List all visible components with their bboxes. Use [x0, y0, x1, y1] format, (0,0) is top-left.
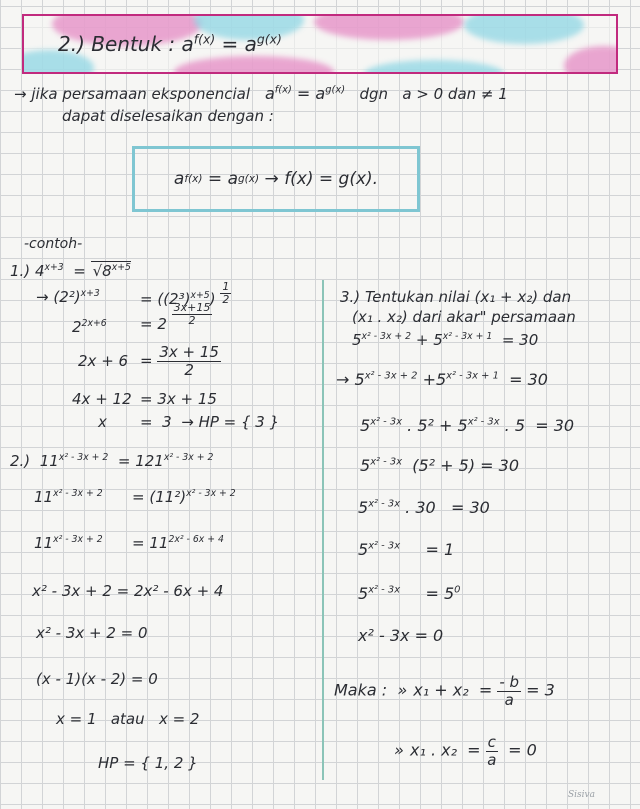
pink-highlight-blob: [314, 14, 464, 40]
exponent-f: f(x): [193, 31, 216, 47]
colon: :: [168, 32, 176, 56]
bullet-arrow-icon: »: [397, 680, 409, 700]
watermark: Sisiva: [568, 790, 595, 800]
rhs: = 30: [450, 498, 490, 517]
base: 5: [433, 331, 443, 349]
factor: 5²: [417, 416, 434, 435]
ex3-line-1: [336, 370, 548, 389]
lhs: (2²): [53, 288, 81, 306]
hp-result: HP = { 3 }: [198, 413, 280, 431]
exp: x² - 3x + 2: [163, 452, 214, 463]
num: - b: [499, 673, 520, 691]
column-divider: [322, 280, 324, 780]
pink-highlight-blob: [174, 56, 334, 74]
pink-highlight-blob: [564, 46, 618, 74]
base: 5: [358, 540, 369, 559]
ex1-line-5-rhs: = 3x + 15: [140, 390, 217, 408]
sum-fraction: [497, 674, 521, 708]
factor: . 30: [405, 498, 436, 517]
ex1-line-3: [72, 318, 107, 336]
exp: x+3: [80, 288, 100, 299]
base: 5: [435, 370, 447, 389]
exp: x² - 3x + 2: [58, 452, 109, 463]
num: c: [487, 733, 496, 751]
paren: ): [209, 290, 216, 309]
dgn-text: dgn: [359, 85, 388, 103]
implies-arrow-icon: →: [264, 169, 279, 189]
ex3-line-5: [358, 540, 454, 559]
intro-line-1: [14, 84, 508, 103]
ex3-line-4: [358, 498, 490, 517]
rhs: = 1: [425, 540, 455, 559]
exp: x² - 3x + 1: [446, 370, 499, 382]
exp: x² - 3x: [368, 584, 401, 596]
exp: x² - 3x: [368, 498, 401, 510]
ex2-line-3: [34, 534, 103, 552]
sum-value: = 3: [526, 680, 555, 700]
base: a: [264, 84, 275, 103]
exp: 2x² - 6x + 4: [168, 534, 224, 545]
ex3-line-2: $5^{x^2 - 3x}$ . $5^2 + 5^{x^2 - 3x}$ . 5 = 30: [360, 416, 575, 435]
base: (11²): [149, 488, 187, 506]
product-fraction: [486, 734, 498, 768]
ex-number: 2.): [10, 452, 31, 470]
ex2-line-4: x² - 3x + 2 = 2x² - 6x + 4: [32, 582, 224, 600]
arrow-bullet-icon: →: [14, 85, 27, 103]
ex3-line-6: [358, 584, 460, 603]
ex1-line-6: x: [98, 413, 107, 431]
exp: x² - 3x + 2: [53, 488, 103, 499]
atau: atau: [110, 710, 145, 728]
question: Tentukan nilai (x₁ + x₂) dan: [364, 288, 572, 306]
rhs: = 5: [425, 584, 455, 603]
title-box: [22, 14, 618, 74]
factor: 5: [514, 416, 526, 435]
intro-line-2: dapat diselesaikan dengan :: [62, 107, 274, 125]
base: 2: [72, 318, 82, 336]
section-word: Bentuk: [91, 32, 163, 56]
exp: x² - 3x + 1: [442, 331, 493, 342]
rhs: 3: [162, 413, 172, 431]
num: 1: [222, 280, 230, 293]
sqrt-group: $√8^{x+5}$: [92, 262, 131, 280]
ex2-line-1: 2.) $11^{x^2 - 3x + 2} = 121^{x^2 - 3x + 2}$: [10, 452, 214, 470]
formula: $a^{f(x)} = a^{g(x)}$: [264, 84, 346, 103]
exp: x² - 3x: [368, 540, 401, 552]
ex2-line-3-rhs: = $11^{2x^2 - 6x + 4}$: [132, 534, 224, 552]
ex3-maka-sum: Maka : » x₁ + x₂ = $\frac{- b}{a}$ = 3: [334, 673, 555, 709]
rhs: = 30: [501, 331, 539, 349]
ex-number: 3.): [340, 288, 361, 306]
blue-highlight-blob: [464, 14, 584, 44]
product-label: x₁ . x₂: [409, 740, 457, 760]
exp: x² - 3x: [370, 456, 403, 468]
ex2-line-2: [34, 488, 103, 506]
ex2-line-6: (x - 1)(x - 2) = 0: [36, 670, 158, 688]
condition-text: a > 0 dan ≠ 1: [402, 85, 508, 103]
base: 11: [149, 534, 169, 552]
exp: x+5: [111, 262, 131, 273]
arrow-bullet-icon: →: [336, 370, 350, 389]
ex3-line-7: x² - 3x = 0: [358, 626, 444, 645]
rule-box: a f(x) = a g(x) → f(x) = g(x).: [132, 146, 420, 212]
base: 5: [358, 498, 369, 517]
root-1: x = 1: [56, 710, 97, 728]
exp: x² - 3x + 2: [361, 331, 412, 342]
bullet-arrow-icon: »: [394, 740, 405, 760]
blue-highlight-blob: [364, 60, 504, 74]
ex1-line-4: 2x + 6: [78, 352, 129, 370]
half-fraction: [220, 281, 231, 306]
base: 11: [34, 488, 54, 506]
root-2: x = 2: [158, 710, 200, 728]
base: a: [173, 169, 185, 189]
rhs: = 30: [535, 416, 575, 435]
exp: x² - 3x + 2: [364, 370, 418, 382]
arrow-icon: →: [181, 413, 194, 431]
rhs: 3x + 15: [157, 390, 217, 408]
exponent-g: g(x): [256, 31, 282, 47]
exp: x² - 3x + 2: [186, 488, 236, 499]
product-value: = 0: [508, 740, 537, 760]
base: 11: [39, 452, 59, 470]
rule-result: f(x) = g(x).: [284, 169, 379, 189]
factor: (5² + 5): [412, 456, 476, 475]
exp: x+3: [44, 262, 64, 273]
den: a: [504, 690, 514, 709]
ex-number: 1.): [10, 262, 31, 280]
den: 2: [184, 360, 194, 379]
num: 3x+15: [173, 301, 211, 314]
equals: =: [221, 32, 239, 56]
ex1-line-1: 1.) $4^{x+3} = √8^{x+5}$: [10, 262, 131, 280]
section-number: 2.): [58, 32, 85, 56]
num: 3x + 15: [159, 343, 219, 361]
den: a: [487, 750, 497, 769]
intro-text: jika persamaan eksponencial: [31, 85, 250, 103]
rhs: = 30: [480, 456, 520, 475]
ex3-line-3: [360, 456, 519, 475]
base: a: [227, 169, 238, 189]
rhs-fraction: [157, 344, 221, 378]
ex1-line-6-rhs: = 3 → HP = { 3 }: [140, 413, 280, 431]
base: 5: [360, 456, 371, 475]
ex2-line-7: [56, 710, 199, 728]
base: 5: [457, 416, 468, 435]
contoh-label: -contoh-: [24, 236, 83, 252]
plus: +: [422, 370, 436, 389]
plus: +: [415, 331, 429, 349]
exp: x² - 3x: [370, 416, 403, 428]
den: 2: [188, 314, 196, 328]
exp: g(x): [325, 84, 346, 96]
base: a: [315, 84, 326, 103]
base: 5: [354, 370, 365, 389]
base: 5: [352, 331, 362, 349]
ex1-line-4-rhs: = $\frac{3x + 15}{2}$: [140, 343, 219, 379]
exp: x² - 3x: [467, 416, 500, 428]
base: 5: [358, 584, 369, 603]
sum-label: x₁ + x₂: [413, 680, 469, 700]
plus: +: [439, 416, 453, 435]
rhs: = 30: [509, 370, 548, 389]
base: 2: [157, 315, 167, 334]
ex2-line-5: x² - 3x + 2 = 0: [36, 624, 148, 642]
base: a: [181, 32, 194, 56]
base: 11: [34, 534, 54, 552]
exp: 2x+6: [81, 318, 107, 329]
arrow-bullet-icon: →: [36, 288, 49, 306]
exp: f(x): [274, 84, 292, 96]
ex3-q-line-2: (x₁ . x₂) dari akar" persamaan: [352, 308, 576, 326]
ex1-line-3-rhs: = 2 $\frac{3x+15}{2}$: [140, 301, 211, 334]
base: 121: [135, 452, 164, 470]
ex1-line-5: 4x + 12: [72, 390, 132, 408]
exp: 0: [454, 584, 461, 596]
exp-fraction: [172, 302, 213, 327]
base: 4: [34, 262, 45, 280]
exp: x+5: [190, 290, 210, 302]
rhs: ((2³): [157, 290, 191, 309]
base: 8: [102, 262, 112, 280]
section-title: [58, 32, 282, 56]
exp: x² - 3x + 2: [53, 534, 103, 545]
ex2-line-2-rhs: = $(11^2)^{x^2 - 3x + 2}$: [132, 488, 236, 506]
base: a: [244, 32, 257, 56]
ex3-q-line-1: [340, 288, 571, 306]
ex1-line-2-rhs: = $((2^3)^{x+5})$ $\frac{1}{2}$: [140, 280, 230, 309]
ex3-eq-line: [352, 331, 538, 349]
base: 5: [360, 416, 371, 435]
ex3-product: » x₁ . x₂ = $\frac{c}{a}$ = 0: [394, 733, 537, 769]
ex2-hp: HP = { 1, 2 }: [98, 754, 198, 772]
ex1-line-2: [36, 288, 100, 306]
maka-label: Maka :: [334, 680, 388, 700]
den: 2: [222, 293, 230, 307]
